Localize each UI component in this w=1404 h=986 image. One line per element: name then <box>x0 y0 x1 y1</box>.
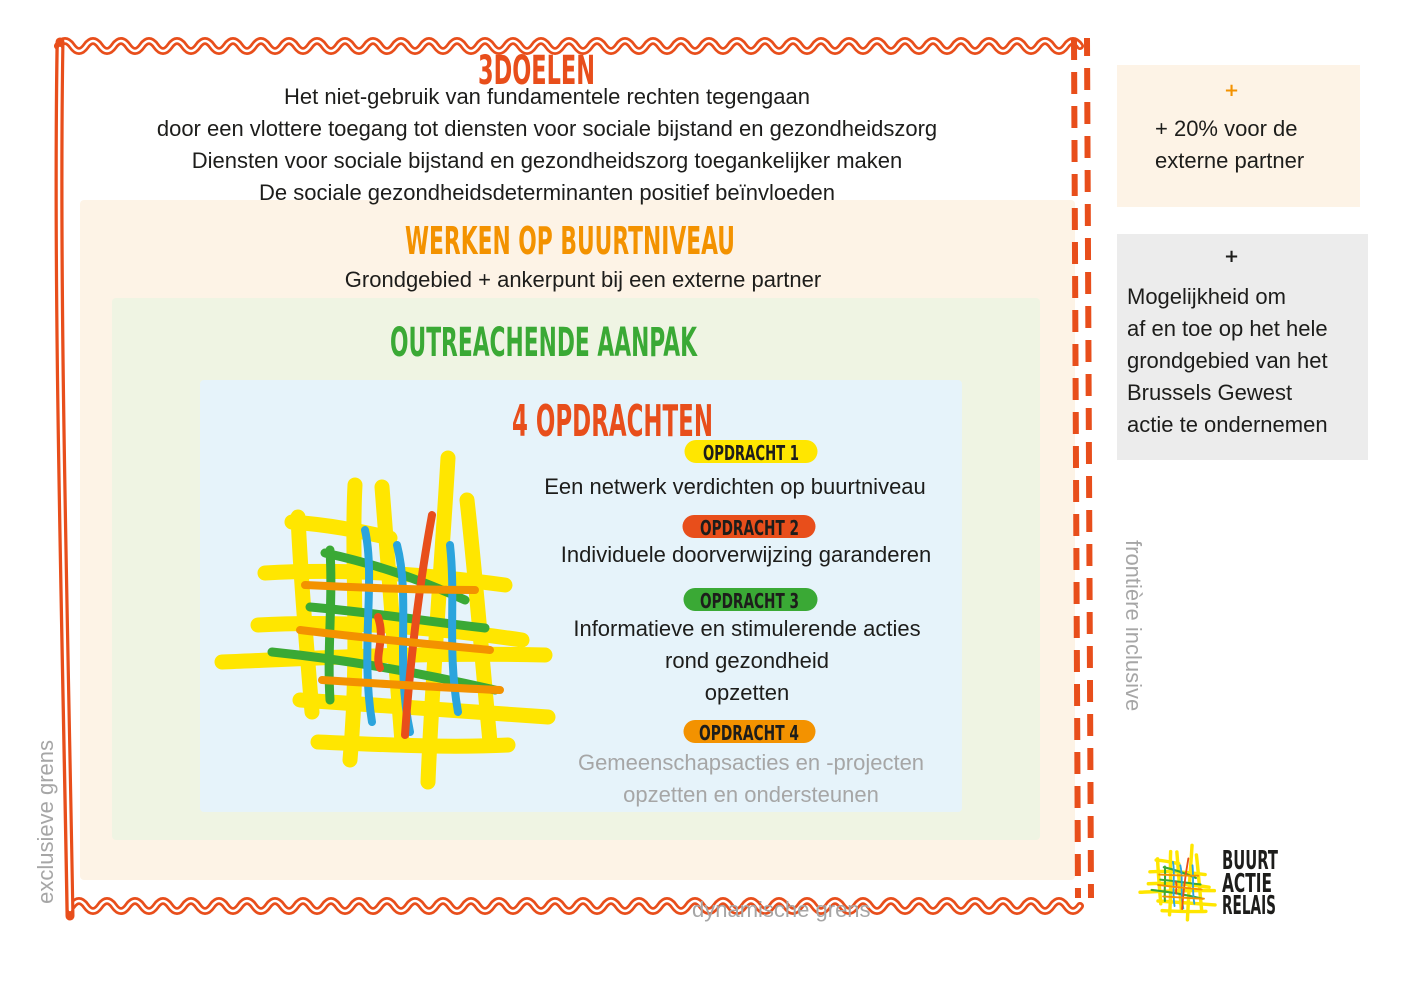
dash-column-right <box>1087 38 1091 898</box>
logo-line-1: BUURT <box>1222 846 1279 876</box>
mission-3-badge-label: OPDRACHT 3 <box>700 589 799 613</box>
dash-column-left <box>1074 38 1078 898</box>
logo-line-2: ACTIE <box>1222 869 1272 899</box>
mission-4-line-1: Gemeenschapsacties en -projecten <box>577 750 925 775</box>
mission-3-description <box>517 613 977 709</box>
note-1-line-2: externe partner <box>1155 148 1305 173</box>
goals-list <box>100 81 994 209</box>
mission-2-badge <box>694 516 804 540</box>
outreach-title: OUTREACHENDE AANPAK <box>390 320 699 366</box>
logo-wordmark <box>1222 846 1278 921</box>
mission-4-badge <box>695 721 804 745</box>
inclusive-boundary-label: frontière inclusive <box>1121 540 1146 712</box>
mission-3-line-1: Informatieve en stimulerende acties <box>573 616 921 641</box>
goal-line-3: Diensten voor sociale bijstand en gezondheidszorg toegankelijker maken <box>191 148 903 173</box>
network-mesh-illustration <box>222 458 548 782</box>
plus-icon: + <box>1224 246 1240 267</box>
note-2-line-4: Brussels Gewest <box>1127 380 1293 405</box>
mission-1-badge <box>696 441 806 465</box>
goal-line-4: De sociale gezondheidsdeterminanten positief beïnvloeden <box>258 180 836 205</box>
mission-1-description <box>505 471 965 503</box>
mission-1-badge-label: OPDRACHT 1 <box>703 441 799 465</box>
mission-4-line-2: opzetten en ondersteunen <box>623 782 879 807</box>
mission-2-badge-label: OPDRACHT 2 <box>700 516 799 540</box>
mission-1-line-1: Een netwerk verdichten op buurtniveau <box>544 474 926 499</box>
logo-line-3: RELAIS <box>1222 891 1276 921</box>
note-2-line-3: grondgebied van het <box>1127 348 1328 373</box>
note-2-line-2: af en toe op het hele <box>1127 316 1328 341</box>
exclusive-boundary-label: exclusieve grens <box>33 740 58 904</box>
note-1-line-1: + 20% voor de <box>1155 116 1298 141</box>
inclusive-boundary-dashed-line <box>1074 38 1091 898</box>
missions-title: 4 OPDRACHTEN <box>512 396 713 447</box>
note-2-line-5: actie te ondernemen <box>1127 412 1328 437</box>
mission-2-description <box>516 539 976 571</box>
mission-4-badge-label: OPDRACHT 4 <box>699 721 799 745</box>
neighbourhood-title: WERKEN OP BUURTNIVEAU <box>405 219 735 263</box>
mission-3-line-2: rond gezondheid <box>665 648 829 673</box>
goals-title: 3DOELEN <box>478 48 595 94</box>
mission-3-badge <box>695 589 806 613</box>
neighbourhood-description: Grondgebied + ankerpunt bij een externe partner <box>344 267 822 292</box>
goal-line-1: Het niet-gebruik van fundamentele rechten tegengaan <box>284 84 810 109</box>
note-2-text <box>1127 281 1328 441</box>
mission-2-line-1: Individuele doorverwijzing garanderen <box>560 542 932 567</box>
mission-4-description <box>521 747 981 811</box>
dynamic-boundary-label: dynamische grens <box>692 897 871 922</box>
external-partner-note <box>1117 65 1360 207</box>
logo-mesh-icon <box>1140 845 1215 920</box>
exclusive-boundary-line <box>59 42 70 916</box>
goal-line-2: door een vlottere toegang tot diensten voor sociale bijstand en gezondheidszorg <box>156 116 938 141</box>
brussels-region-note <box>1117 234 1368 460</box>
note-1-text <box>1155 113 1304 177</box>
plus-icon: + <box>1224 80 1240 101</box>
mission-3-line-3: opzetten <box>704 680 790 705</box>
dynamic-boundary-wave <box>72 901 1080 911</box>
note-2-line-1: Mogelijkheid om <box>1127 284 1286 309</box>
